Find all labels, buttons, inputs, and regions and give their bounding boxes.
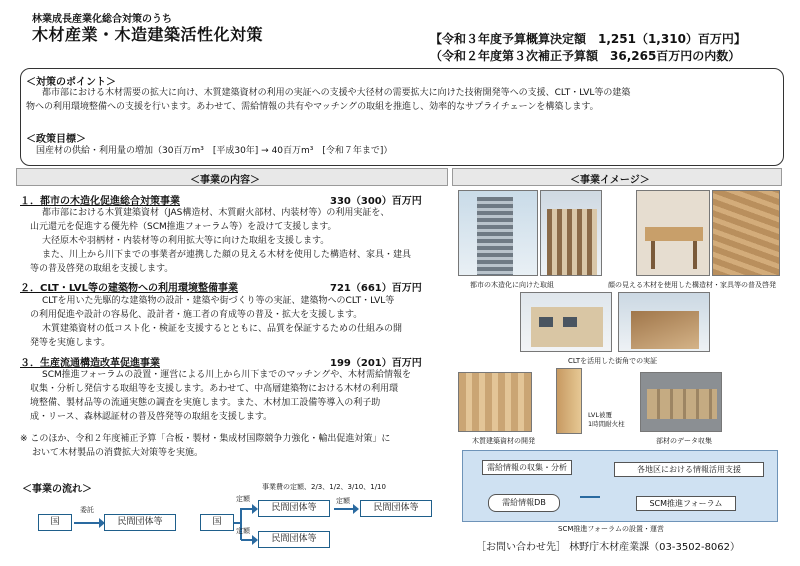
item3-line4: 成・リース、森林認証材の普及啓発等の取組を支援します。 bbox=[30, 412, 273, 422]
item2-line4: 発等を実施します。 bbox=[30, 338, 111, 348]
flow-minkan-3: 民間団体等 bbox=[360, 500, 432, 517]
flow-rate: 事業費の定額、2/3、1/2、3/10、1/10 bbox=[262, 483, 386, 491]
points-line2: 物への利用環境整備への支援を行います。あわせて、需給情報の共有やマッチングの取組を推進し、効率的なサプライチェーンを構築します。 bbox=[26, 102, 599, 112]
item3-amount: 199（201）百万円 bbox=[330, 358, 422, 369]
flow-fixed-label-2: 定額 bbox=[336, 497, 350, 505]
furniture-photo bbox=[636, 190, 710, 276]
budget-line1: 【令和３年度予算概算決定額 1,251（1,310）百万円】 bbox=[430, 32, 746, 46]
flow-fixed-label-1: 定額 bbox=[236, 495, 250, 503]
item3-line3: 境整備、製材品等の流通実態の調査を実施します。また、木材加工設備等導入の利子助 bbox=[30, 398, 381, 408]
flow-entrust-label: 委託 bbox=[80, 506, 94, 514]
flow-fixed-label-3: 定額 bbox=[236, 527, 250, 535]
lvl-label-1: LVL被覆 bbox=[588, 411, 612, 419]
lvl-column-photo bbox=[556, 368, 582, 434]
tall-building-photo bbox=[458, 190, 538, 276]
flow-kuni-1: 国 bbox=[38, 514, 72, 531]
caption-face-wood: 顔の見える木材を使用した構造材・家具等の普及啓発 bbox=[608, 281, 776, 289]
item1-line3: 大径原木や羽柄材・内装材等の利用拡大等に向けた取組を支援します。 bbox=[42, 236, 330, 246]
item3-line1: SCM推進フォーラムの設置・運営による川上から川下までのマッチングや、木材需給情報を bbox=[42, 370, 412, 380]
caption-data: 部材のデータ収集 bbox=[656, 437, 712, 445]
image-heading: ＜事業イメージ＞ bbox=[570, 175, 650, 186]
flow-heading: ＜事業の流れ＞ bbox=[22, 484, 92, 495]
clt-building-photo-2 bbox=[618, 292, 710, 352]
item1-amount: 330（300）百万円 bbox=[330, 196, 422, 207]
mid-building-photo bbox=[540, 190, 602, 276]
flow-arrow-4 bbox=[241, 539, 253, 541]
item3-line2: 収集・分析し発信する取組等を支援します。あわせて、中高層建築物における木材の利用環 bbox=[30, 384, 399, 394]
scm-db-label: 需給情報DB bbox=[488, 494, 560, 512]
item1-line4: また、川上から川下までの事業者が連携した顔の見える木材を使用した構造材、家具・建具 bbox=[42, 250, 412, 260]
data-collection-photo bbox=[640, 372, 722, 432]
scm-forum-label: SCM推進フォーラム bbox=[636, 496, 736, 511]
item2-line1: CLTを用いた先駆的な建築物の設計・建築や街づくり等の実証、建築物へのCLT・LVL等 bbox=[42, 296, 395, 306]
scm-left-label: 需給情報の収集・分析 bbox=[482, 460, 572, 475]
item3-title: ３．生産流通構造改革促進事業 bbox=[20, 358, 160, 369]
flow-branch-link bbox=[234, 522, 241, 524]
item1-line1: 都市部における木質建築資材（JAS構造材、木質耐火部材、内装材等）の利用実証を、 bbox=[42, 208, 390, 218]
flow-arrow-1 bbox=[74, 522, 100, 524]
item2-line3: 木質建築資材の低コスト化・検証を支援するとともに、品質を保証するための仕組みの開 bbox=[42, 324, 403, 334]
budget-line2: （令和２年度第３次補正予算額 36,265百万円の内数） bbox=[430, 49, 741, 63]
item1-title: １．都市の木造化促進総合対策事業 bbox=[20, 196, 180, 207]
item1-line2: 山元還元を促進する優先枠（SCM推進フォーラム等）を設けて支援します。 bbox=[30, 222, 337, 232]
goal-heading: ＜政策目標＞ bbox=[26, 134, 86, 145]
caption-urban-wood: 都市の木造化に向けた取組 bbox=[470, 281, 554, 289]
content-heading: ＜事業の内容＞ bbox=[190, 175, 260, 186]
caption-clt: CLTを活用した街角での実証 bbox=[568, 357, 658, 365]
lvl-label-2: 1時間耐火柱 bbox=[588, 420, 625, 428]
points-heading: ＜対策のポイント＞ bbox=[26, 77, 116, 88]
goal-text: 国産材の供給・利用量の増加（30百万m³ [平成30年] → 40百万m³ [令和７年まで]） bbox=[36, 146, 393, 156]
flow-minkan-2: 民間団体等 bbox=[258, 500, 330, 517]
points-line1: 都市部における木材需要の拡大に向け、木質建築資材の利用の実証への支援や大径材の需要拡大に向けた技術開発等への支援、CLT・LVL等の建築 bbox=[42, 88, 631, 98]
header-subtitle: 林業成長産業化総合対策のうち bbox=[32, 14, 172, 25]
item1-line5: 等の普及啓発の取組を支援します。 bbox=[30, 264, 174, 274]
item2-amount: 721（661）百万円 bbox=[330, 283, 422, 294]
scm-caption: SCM推進フォーラムの設置・運営 bbox=[558, 525, 664, 533]
flow-minkan-4: 民間団体等 bbox=[258, 531, 330, 548]
scm-arrow bbox=[580, 496, 600, 498]
wood-panel-photo bbox=[712, 190, 780, 276]
item2-line2: の利用促進や設計の容易化、設計者・施工者の育成等の普及・拡大を支援します。 bbox=[30, 310, 363, 320]
flow-kuni-2: 国 bbox=[200, 514, 234, 531]
caption-materials: 木質建築資材の開発 bbox=[472, 437, 535, 445]
note-line2: おいて木材製品の消費拡大対策等を実施。 bbox=[32, 448, 204, 458]
scm-right-label: 各地区における情報活用支援 bbox=[614, 462, 764, 477]
contact-info: ［お問い合わせ先］ 林野庁木材産業課（03-3502-8062） bbox=[476, 542, 741, 553]
flow-minkan-1: 民間団体等 bbox=[104, 514, 176, 531]
wood-material-photo bbox=[458, 372, 532, 432]
item2-title: ２．CLT・LVL等の建築物への利用環境整備事業 bbox=[20, 283, 238, 294]
flow-arrow-3 bbox=[334, 508, 354, 510]
clt-building-photo-1 bbox=[520, 292, 612, 352]
flow-arrow-2 bbox=[241, 508, 253, 510]
note-line1: ※ このほか、令和２年度補正予算「合板・製材・集成材国際競争力強化・輸出促進対策」に bbox=[20, 434, 391, 444]
page-title: 木材産業・木造建築活性化対策 bbox=[32, 25, 264, 44]
